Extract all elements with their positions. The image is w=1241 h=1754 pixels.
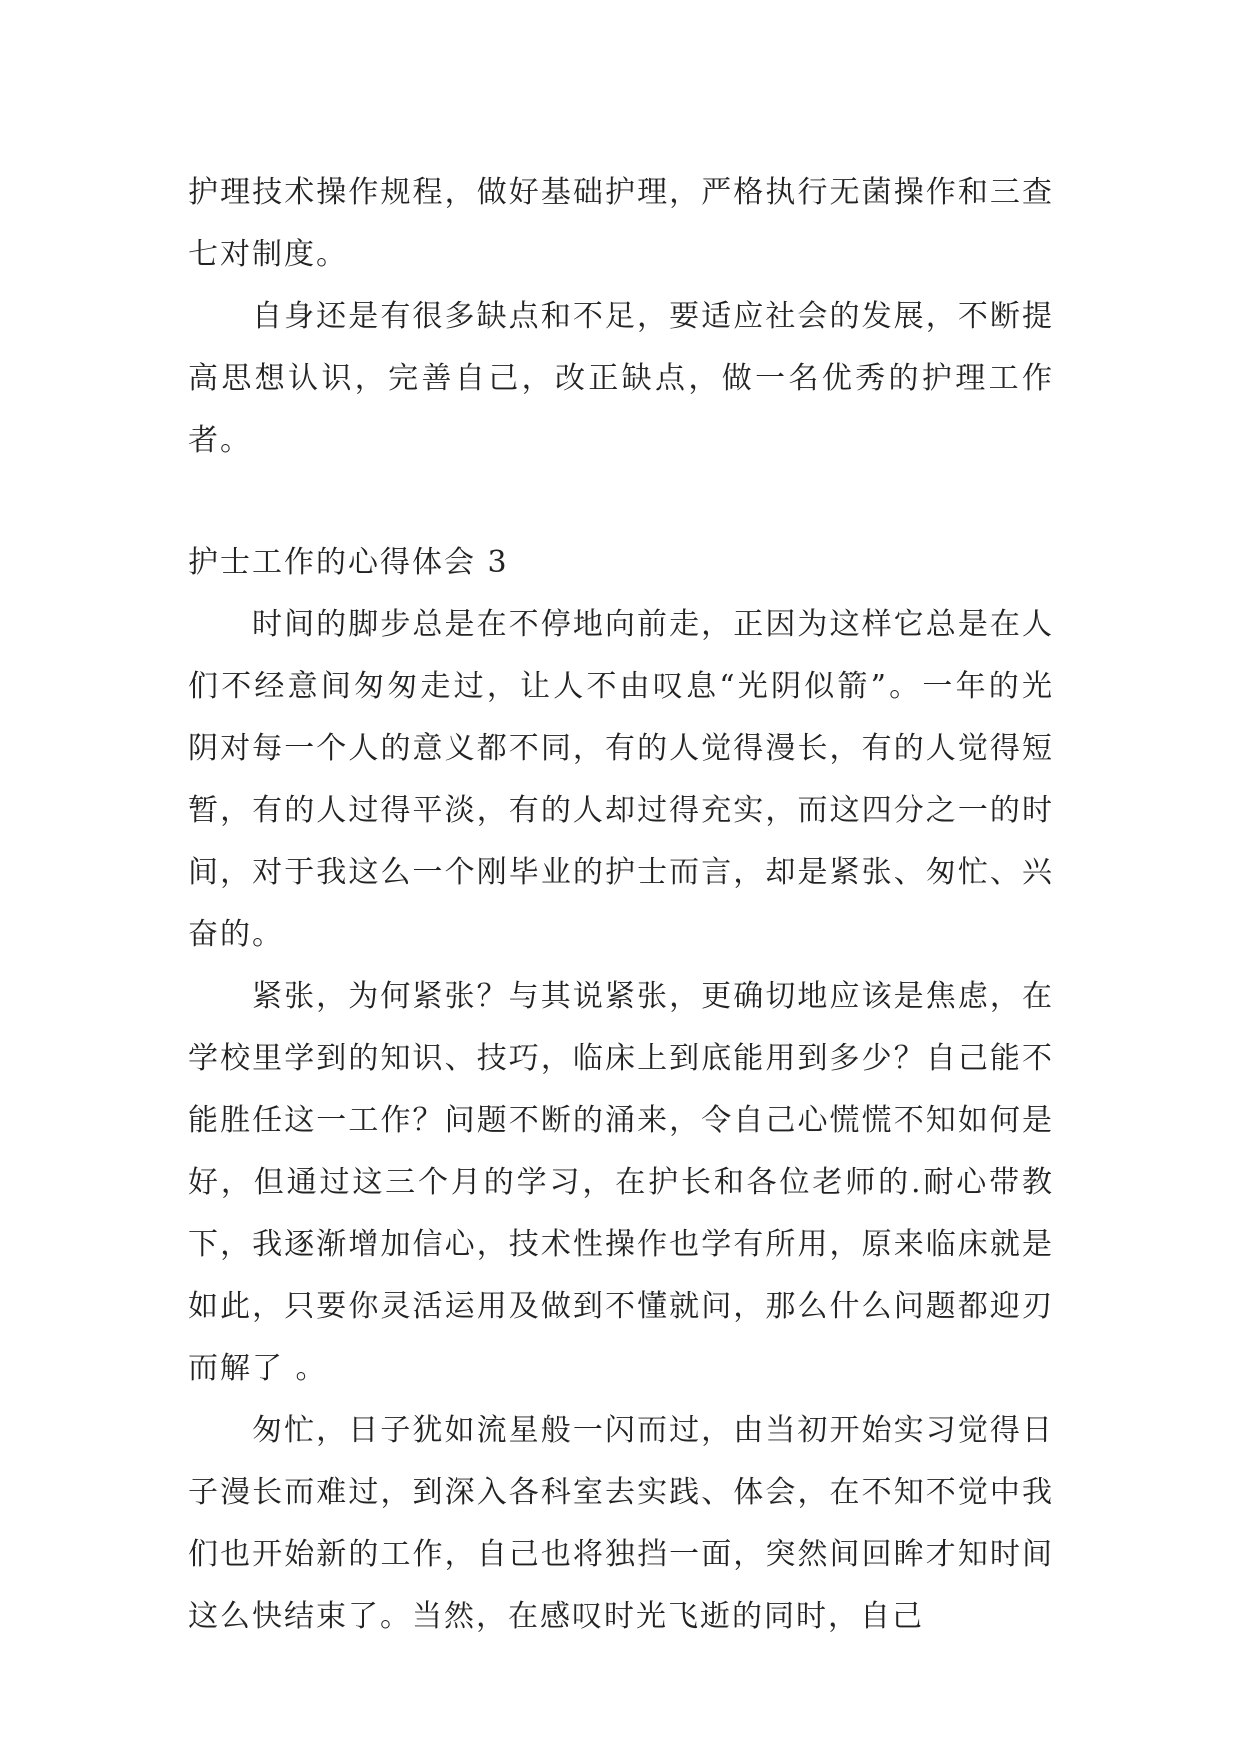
paragraph-continuation: 护理技术操作规程，做好基础护理，严格执行无菌操作和三查七对制度。 bbox=[188, 175, 1054, 272]
paragraph-busy: 匆忙，日子犹如流星般一闪而过，由当初开始实习觉得日子漫长而难过，到深入各科室去实践、体会，在不知不觉中我们也开始新的工作，自己也将独挡一面，突然间回眸才知时间这么快结束了。当然，在感叹时光飞逝的同时，自己 bbox=[188, 1413, 1054, 1634]
paragraph-nervous: 紧张，为何紧张？与其说紧张，更确切地应该是焦虑，在学校里学到的知识、技巧，临床上到底能用到多少？自己能不能胜任这一工作？问题不断的涌来，令自己心慌慌不知如何是好，但通过这三个月的学习，在护长和各位老师的.耐心带教下，我逐渐增加信心，技术性操作也学有所用，原来临床就是如此，只要你灵活运用及做到不懂就问，那么什么问题都迎刃而解了 。 bbox=[188, 979, 1054, 1386]
paragraph-time: 时间的脚步总是在不停地向前走，正因为这样它总是在人们不经意间匆匆走过，让人不由叹息“光阴似箭”。一年的光阴对每一个人的意义都不同，有的人觉得漫长，有的人觉得短暂，有的人过得平淡，有的人却过得充实，而这四分之一的时间，对于我这么一个刚毕业的护士而言，却是紧张、匆忙、兴奋的。 bbox=[188, 607, 1054, 952]
section-heading: 护士工作的心得体会 3 bbox=[188, 545, 509, 580]
document-body bbox=[188, 162, 1054, 1648]
paragraph-self-reflection: 自身还是有很多缺点和不足，要适应社会的发展，不断提高思想认识，完善自己，改正缺点，做一名优秀的护理工作者。 bbox=[188, 299, 1054, 458]
